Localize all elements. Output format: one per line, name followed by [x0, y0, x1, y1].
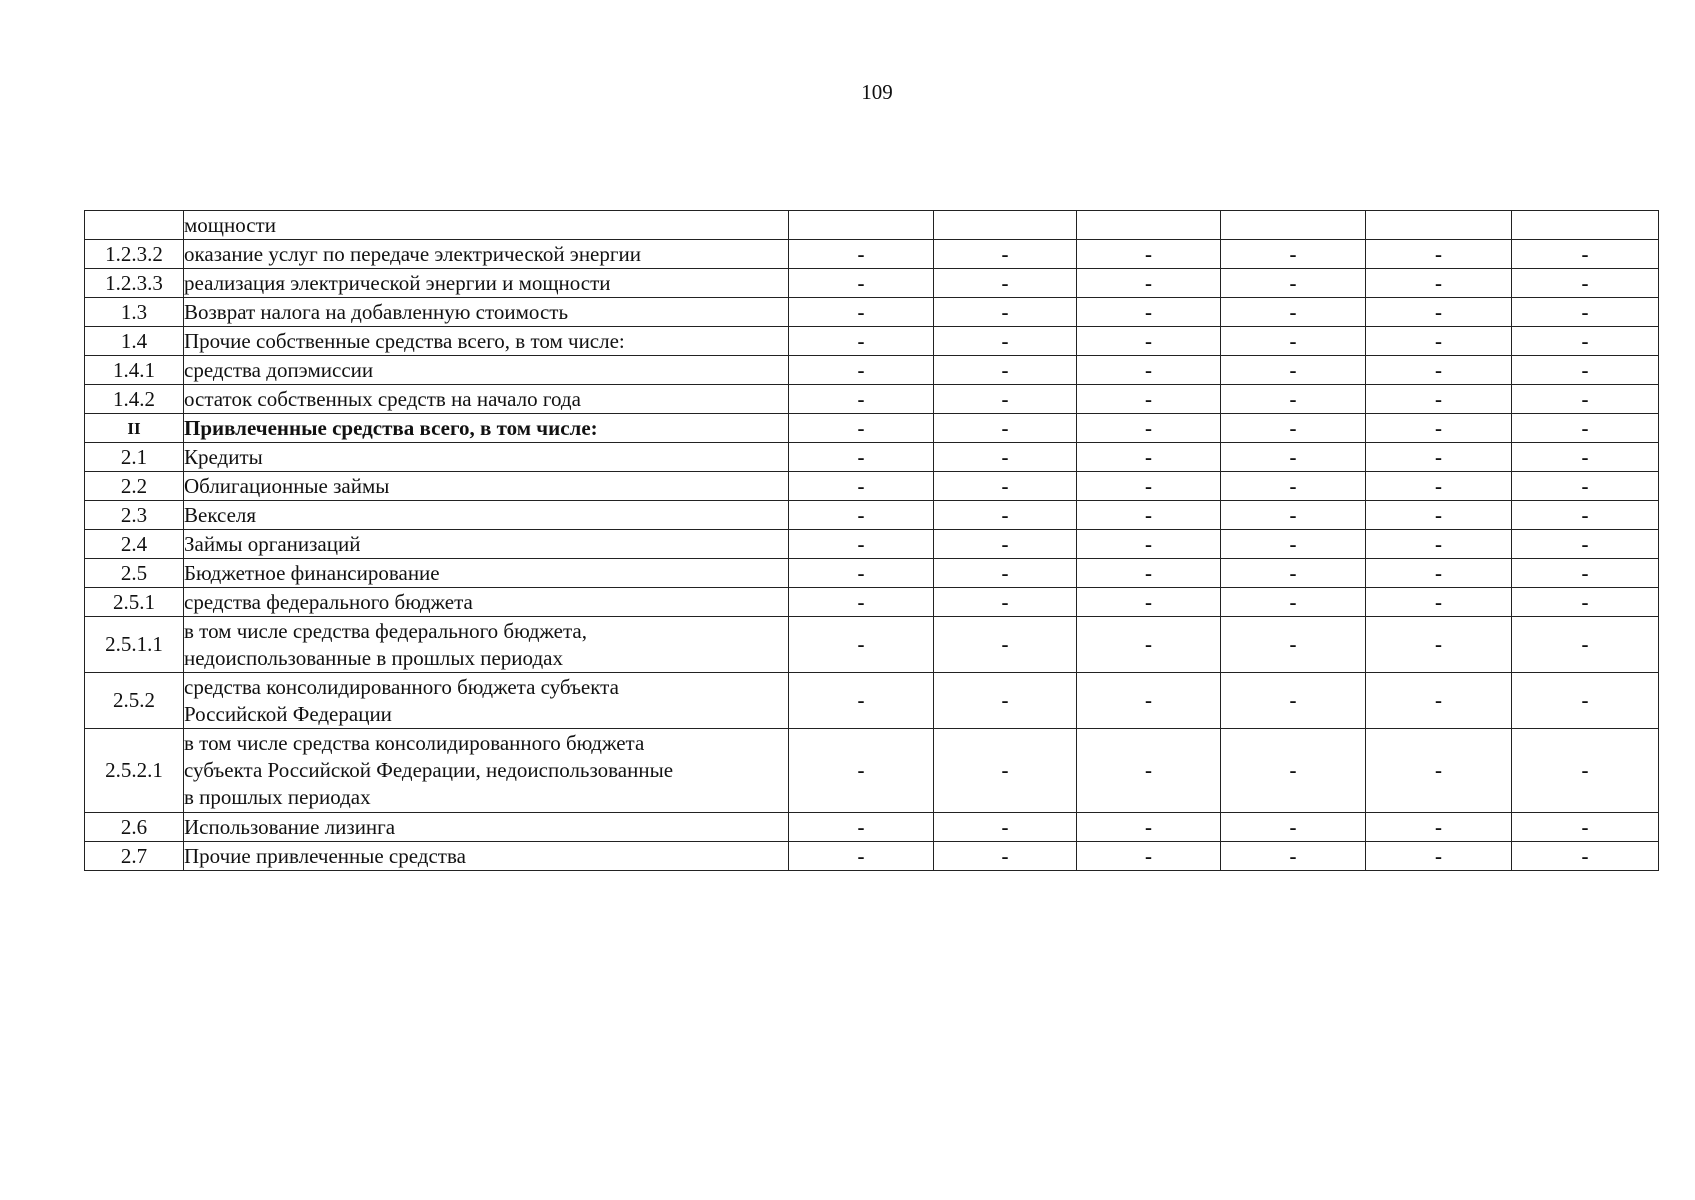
value-cell: - [934, 842, 1077, 871]
row-name [184, 443, 789, 472]
value-cell: - [789, 588, 934, 617]
row-number: 2.5 [85, 559, 184, 588]
value-cell: - [1366, 269, 1512, 298]
value-cell: - [789, 729, 934, 813]
page-number: 109 [861, 80, 893, 104]
row-name-line: средства допэмиссии [184, 357, 374, 382]
value-cell: - [789, 443, 934, 472]
row-name-line: Векселя [184, 502, 257, 527]
value-cell: - [1221, 443, 1366, 472]
value-cell: - [1512, 414, 1659, 443]
value-cell: - [1077, 414, 1221, 443]
value-cell: - [1077, 559, 1221, 588]
value-cell: - [1366, 240, 1512, 269]
table-body [85, 211, 1659, 871]
value-cell: - [1512, 443, 1659, 472]
value-cell [934, 211, 1077, 240]
value-cell: - [934, 443, 1077, 472]
value-cell: - [1512, 588, 1659, 617]
value-cell: - [1366, 617, 1512, 673]
value-cell: - [1512, 813, 1659, 842]
value-cell: - [1366, 813, 1512, 842]
row-name [184, 729, 789, 813]
table-row [85, 472, 1659, 501]
table-row [85, 385, 1659, 414]
value-cell: - [1077, 842, 1221, 871]
row-number: 1.3 [85, 298, 184, 327]
value-cell: - [934, 472, 1077, 501]
value-cell: - [1366, 530, 1512, 559]
row-name-line: в прошлых периодах [184, 785, 371, 809]
table-row [85, 269, 1659, 298]
row-name-line: Займы организаций [184, 531, 361, 556]
row-name [184, 530, 789, 559]
value-cell: - [1077, 240, 1221, 269]
value-cell: - [789, 472, 934, 501]
row-name-line: Использование лизинга [184, 814, 396, 839]
row-name-line: Кредиты [184, 444, 263, 469]
value-cell: - [789, 530, 934, 559]
value-cell: - [934, 240, 1077, 269]
value-cell: - [789, 842, 934, 871]
value-cell: - [934, 414, 1077, 443]
row-name-line: Прочие привлеченные средства [184, 843, 466, 868]
value-cell: - [789, 617, 934, 673]
row-name [184, 240, 789, 269]
value-cell: - [1221, 617, 1366, 673]
row-name [184, 211, 789, 240]
row-name-line: недоиспользованные в прошлых периодах [184, 645, 563, 670]
row-name [184, 327, 789, 356]
row-name [184, 414, 789, 443]
value-cell: - [934, 298, 1077, 327]
value-cell: - [1077, 729, 1221, 813]
value-cell: - [789, 414, 934, 443]
value-cell: - [1366, 842, 1512, 871]
value-cell [1512, 211, 1659, 240]
value-cell: - [789, 269, 934, 298]
table-row [85, 327, 1659, 356]
row-number: 1.4.2 [85, 385, 184, 414]
value-cell: - [1512, 559, 1659, 588]
row-number: 2.5.1.1 [85, 617, 184, 673]
value-cell [789, 211, 934, 240]
value-cell: - [1221, 530, 1366, 559]
value-cell: - [1366, 298, 1512, 327]
row-name [184, 385, 789, 414]
value-cell: - [934, 501, 1077, 530]
row-number [85, 211, 184, 240]
value-cell: - [1221, 298, 1366, 327]
value-cell: - [1221, 501, 1366, 530]
row-name [184, 356, 789, 385]
value-cell: - [1221, 240, 1366, 269]
row-name [184, 617, 789, 673]
row-name [184, 842, 789, 871]
row-name-line: Бюджетное финансирование [184, 560, 440, 585]
value-cell: - [1077, 530, 1221, 559]
row-name [184, 269, 789, 298]
table-row [85, 240, 1659, 269]
value-cell: - [1221, 559, 1366, 588]
row-number: 1.4 [85, 327, 184, 356]
row-number: 2.1 [85, 443, 184, 472]
value-cell: - [1077, 588, 1221, 617]
value-cell: - [1366, 559, 1512, 588]
row-name [184, 813, 789, 842]
row-name [184, 588, 789, 617]
value-cell: - [1077, 327, 1221, 356]
row-name [184, 501, 789, 530]
value-cell: - [1512, 530, 1659, 559]
value-cell: - [1512, 673, 1659, 729]
table-row [85, 673, 1659, 729]
row-number: 1.2.3.2 [85, 240, 184, 269]
value-cell: - [789, 501, 934, 530]
row-name-line: остаток собственных средств на начало года [184, 386, 581, 411]
value-cell [1366, 211, 1512, 240]
table-row [85, 298, 1659, 327]
value-cell: - [934, 269, 1077, 298]
value-cell [1221, 211, 1366, 240]
value-cell: - [789, 356, 934, 385]
row-name-line: средства федерального бюджета [184, 589, 473, 614]
table-row [85, 356, 1659, 385]
value-cell: - [1221, 385, 1366, 414]
row-name-line: реализация электрической энергии и мощности [184, 270, 611, 295]
value-cell: - [789, 385, 934, 414]
table-row [85, 617, 1659, 673]
value-cell: - [1077, 385, 1221, 414]
row-number: 2.2 [85, 472, 184, 501]
table-row [85, 530, 1659, 559]
value-cell: - [1512, 472, 1659, 501]
value-cell: - [1512, 385, 1659, 414]
row-name [184, 472, 789, 501]
table-row [85, 559, 1659, 588]
table-row [85, 588, 1659, 617]
value-cell: - [934, 673, 1077, 729]
row-number: 2.3 [85, 501, 184, 530]
value-cell: - [934, 559, 1077, 588]
value-cell: - [1366, 327, 1512, 356]
table-row [85, 414, 1659, 443]
table-row [85, 211, 1659, 240]
value-cell: - [1221, 729, 1366, 813]
value-cell [1077, 211, 1221, 240]
row-name-line: мощности [184, 212, 276, 237]
value-cell: - [1221, 842, 1366, 871]
value-cell: - [1366, 414, 1512, 443]
table-row [85, 501, 1659, 530]
value-cell: - [789, 559, 934, 588]
value-cell: - [1366, 501, 1512, 530]
row-name-line: средства консолидированного бюджета субъекта [184, 674, 619, 699]
row-number: 1.4.1 [85, 356, 184, 385]
value-cell: - [934, 385, 1077, 414]
value-cell: - [1077, 501, 1221, 530]
value-cell: - [1366, 385, 1512, 414]
value-cell: - [1366, 472, 1512, 501]
value-cell: - [1077, 356, 1221, 385]
value-cell: - [1077, 269, 1221, 298]
value-cell: - [1512, 617, 1659, 673]
value-cell: - [1512, 240, 1659, 269]
row-number: 2.7 [85, 842, 184, 871]
value-cell: - [1366, 729, 1512, 813]
row-number: II [85, 414, 184, 443]
row-name-line: Привлеченные средства всего, в том числе: [184, 415, 598, 440]
value-cell: - [934, 813, 1077, 842]
value-cell: - [1366, 356, 1512, 385]
row-name-line: в том числе средства федерального бюджета, [184, 618, 587, 643]
table-row [85, 729, 1659, 813]
table-row [85, 443, 1659, 472]
value-cell: - [1512, 269, 1659, 298]
row-name-line: Прочие собственные средства всего, в том числе: [184, 328, 625, 353]
value-cell: - [1221, 588, 1366, 617]
value-cell: - [934, 588, 1077, 617]
value-cell: - [1512, 356, 1659, 385]
value-cell: - [1221, 414, 1366, 443]
value-cell: - [1077, 443, 1221, 472]
row-name [184, 298, 789, 327]
row-number: 1.2.3.3 [85, 269, 184, 298]
value-cell: - [789, 298, 934, 327]
value-cell: - [934, 356, 1077, 385]
table-row [85, 813, 1659, 842]
value-cell: - [934, 327, 1077, 356]
row-name-line: Возврат налога на добавленную стоимость [184, 299, 569, 324]
value-cell: - [1221, 673, 1366, 729]
value-cell: - [1512, 501, 1659, 530]
row-number: 2.5.2 [85, 673, 184, 729]
value-cell: - [934, 617, 1077, 673]
value-cell: - [1366, 443, 1512, 472]
value-cell: - [789, 813, 934, 842]
value-cell: - [789, 673, 934, 729]
value-cell: - [1512, 298, 1659, 327]
row-name-line: Российской Федерации [184, 701, 392, 726]
value-cell: - [1512, 842, 1659, 871]
row-name [184, 559, 789, 588]
value-cell: - [1221, 269, 1366, 298]
value-cell: - [789, 240, 934, 269]
value-cell: - [1077, 813, 1221, 842]
row-name-line: субъекта Российской Федерации, недоиспользованные [184, 758, 674, 782]
table-row [85, 842, 1659, 871]
value-cell: - [1366, 673, 1512, 729]
value-cell: - [1221, 327, 1366, 356]
row-name [184, 673, 789, 729]
value-cell: - [789, 327, 934, 356]
value-cell: - [1221, 472, 1366, 501]
funding-sources-table [84, 210, 1659, 871]
value-cell: - [1221, 356, 1366, 385]
row-number: 2.5.1 [85, 588, 184, 617]
row-number: 2.5.2.1 [85, 729, 184, 813]
value-cell: - [1077, 673, 1221, 729]
value-cell: - [934, 729, 1077, 813]
value-cell: - [1077, 472, 1221, 501]
value-cell: - [1077, 298, 1221, 327]
row-name-line: Облигационные займы [184, 473, 390, 498]
value-cell: - [1077, 617, 1221, 673]
value-cell: - [1221, 813, 1366, 842]
row-number: 2.6 [85, 813, 184, 842]
row-number: 2.4 [85, 530, 184, 559]
row-name-line: в том числе средства консолидированного бюджета [184, 731, 645, 755]
row-name-line: оказание услуг по передаче электрической энергии [184, 241, 641, 266]
value-cell: - [1512, 327, 1659, 356]
value-cell: - [1366, 588, 1512, 617]
value-cell: - [1512, 729, 1659, 813]
value-cell: - [934, 530, 1077, 559]
